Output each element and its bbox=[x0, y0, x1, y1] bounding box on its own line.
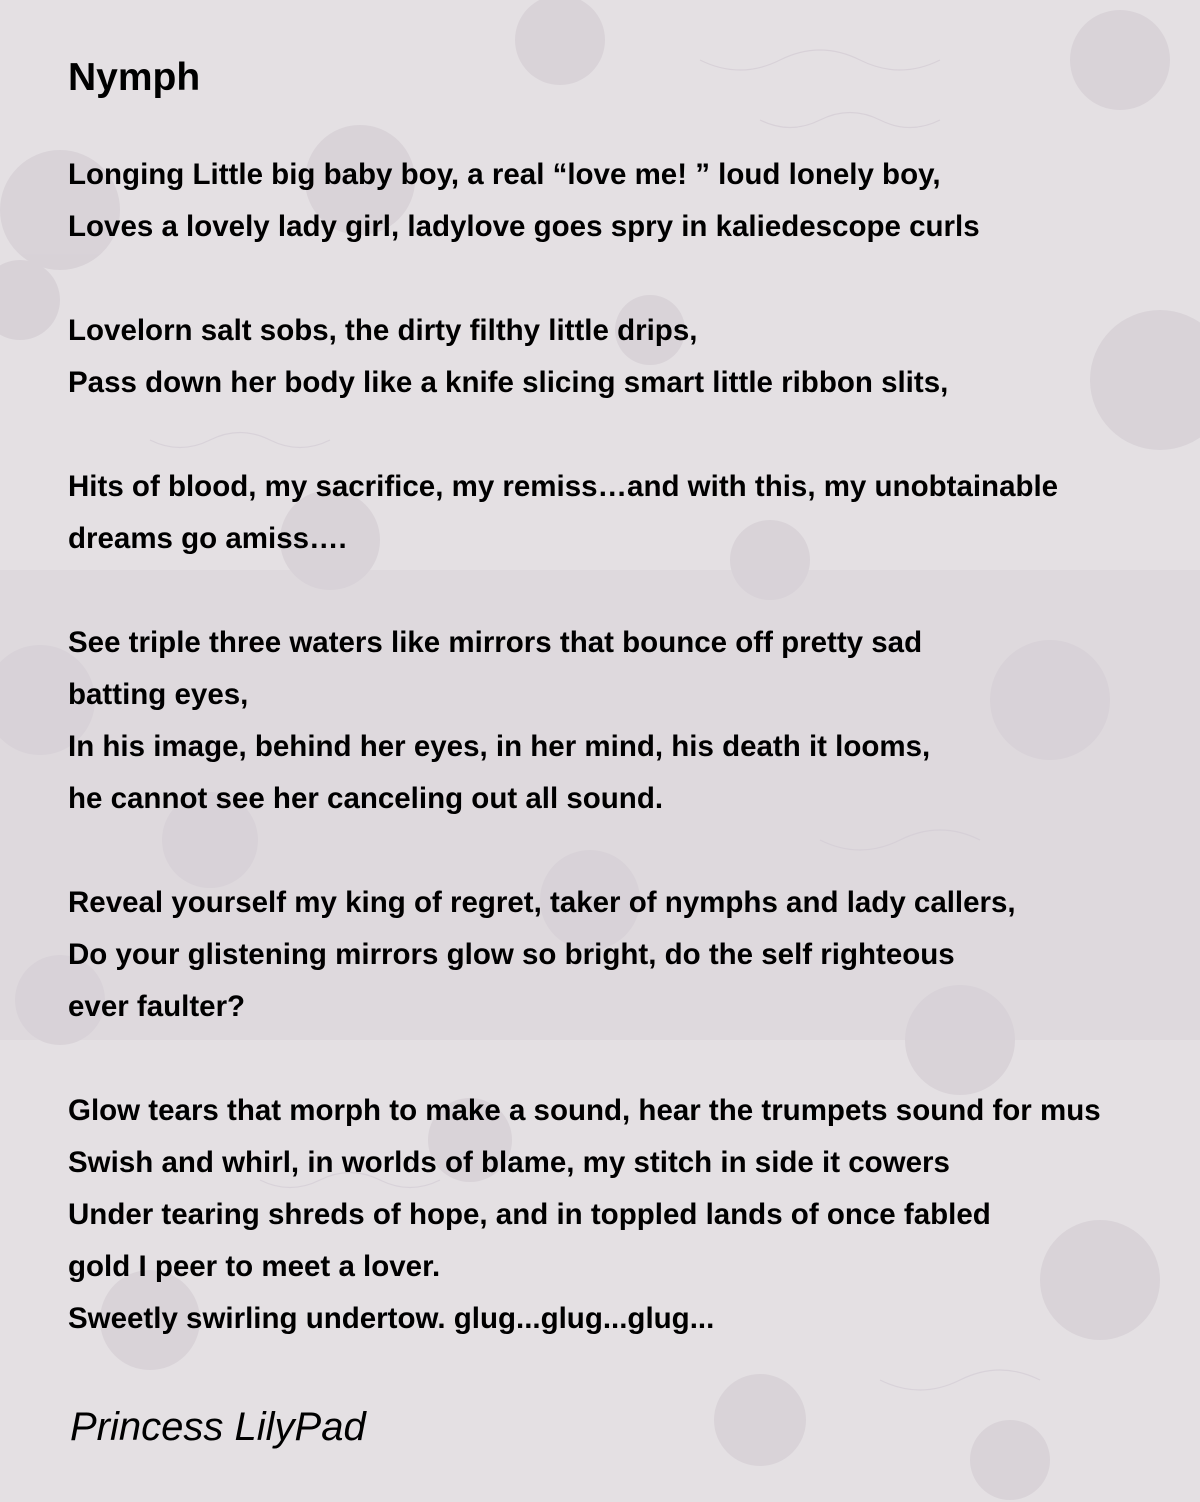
poem-line: In his image, behind her eyes, in her mind, his death it looms, bbox=[68, 730, 931, 763]
poem-line: Lovelorn salt sobs, the dirty filthy little drips, bbox=[68, 314, 698, 347]
poem-container bbox=[68, 0, 1200, 1502]
poem-line: he cannot see her canceling out all sound. bbox=[68, 782, 664, 815]
poem-line: Do your glistening mirrors glow so bright, do the self righteous bbox=[68, 938, 955, 971]
poem-line: batting eyes, bbox=[68, 678, 249, 711]
poem-line: Longing Little big baby boy, a real “love me! ” loud lonely boy, bbox=[68, 158, 941, 191]
poem-author: Princess LilyPad bbox=[70, 1405, 366, 1449]
poem-line: Hits of blood, my sacrifice, my remiss…and with this, my unobtainable bbox=[68, 470, 1059, 503]
poem-title: Nymph bbox=[68, 56, 201, 99]
poem-line: ever faulter? bbox=[68, 990, 246, 1023]
poem-line: See triple three waters like mirrors that bounce off pretty sad bbox=[68, 626, 923, 659]
poem-line: dreams go amiss…. bbox=[68, 522, 347, 555]
poem-line: Glow tears that morph to make a sound, hear the trumpets sound for mus bbox=[68, 1094, 1101, 1127]
poem-line: Under tearing shreds of hope, and in toppled lands of once fabled bbox=[68, 1198, 991, 1231]
poem-line: gold I peer to meet a lover. bbox=[68, 1250, 441, 1283]
poem-line: Sweetly swirling undertow. glug...glug...glug... bbox=[68, 1302, 715, 1335]
poem-line: Pass down her body like a knife slicing smart little ribbon slits, bbox=[68, 366, 949, 399]
poem-line: Reveal yourself my king of regret, taker of nymphs and lady callers, bbox=[68, 886, 1016, 919]
poem-line: Loves a lovely lady girl, ladylove goes spry in kaliedescope curls bbox=[68, 210, 980, 243]
poem-line: Swish and whirl, in worlds of blame, my stitch in side it cowers bbox=[68, 1146, 950, 1179]
